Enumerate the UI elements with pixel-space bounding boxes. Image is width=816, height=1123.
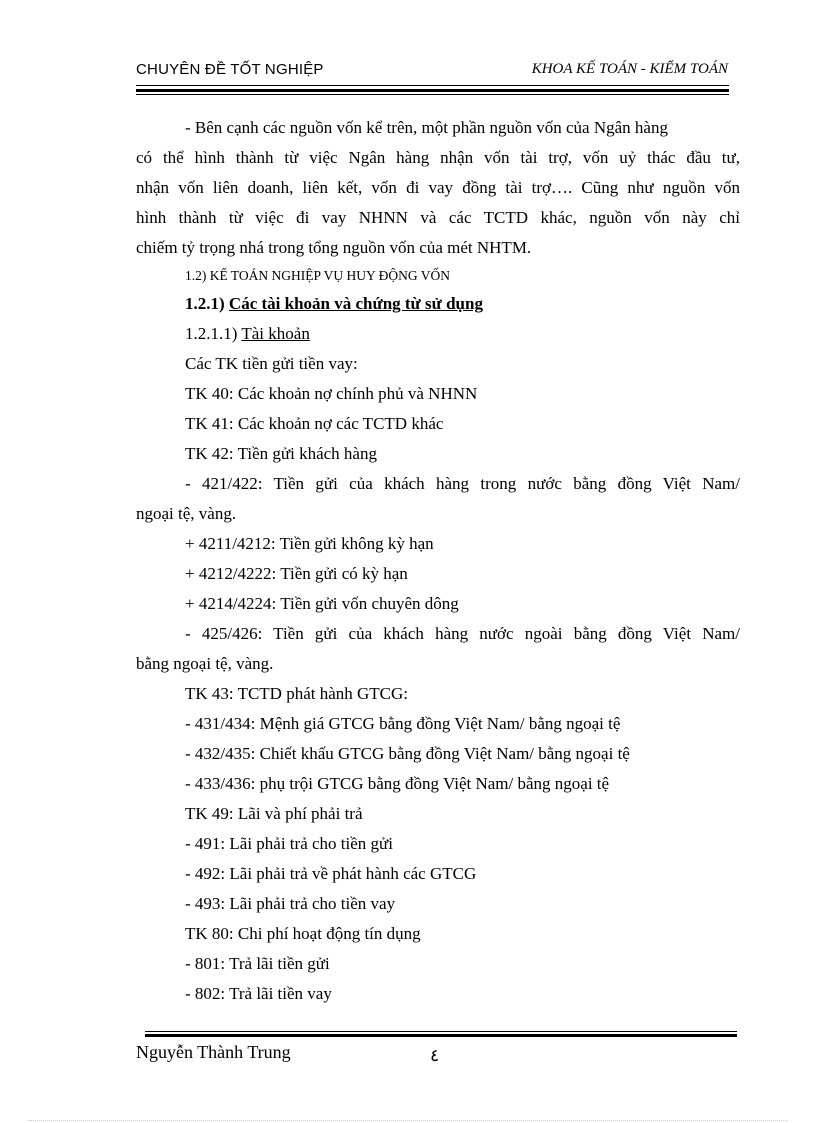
paragraph-line: nhận vốn liên doanh, liên kết, vốn đi vay đồng tài trợ…. Cũng như nguồn vốn: [136, 178, 740, 197]
header-rule-thick: [136, 89, 729, 92]
header-rule-thin-lower: [136, 94, 729, 95]
list-item: - 425/426: Tiền gửi của khách hàng nước ngoài bằng đồng Việt Nam/: [185, 624, 740, 643]
list-item: - 431/434: Mệnh giá GTCG bằng đồng Việt Nam/ bằng ngoại tệ: [185, 714, 621, 733]
list-item: Các TK tiền gửi tiền vay:: [185, 354, 358, 373]
list-item: - 493: Lãi phải trả cho tiền vay: [185, 894, 396, 913]
list-item: ngoại tệ, vàng.: [136, 504, 237, 523]
footer-rule-thin: [145, 1031, 737, 1032]
list-item: - 801: Trả lãi tiền gửi: [185, 954, 330, 973]
paragraph-line: - Bên cạnh các nguồn vốn kể trên, một phần nguồn vốn của Ngân hàng: [185, 118, 668, 137]
list-item: - 492: Lãi phải trả về phát hành các GTCG: [185, 864, 477, 883]
subsubsection-number: 1.2.1.1): [185, 324, 238, 343]
header-left-title: CHUYÊN ĐỀ TỐT NGHIỆP: [136, 61, 324, 78]
list-item: - 421/422: Tiền gửi của khách hàng trong nước bằng đồng Việt Nam/: [185, 474, 740, 493]
list-item: TK 40: Các khoản nợ chính phủ và NHNN: [185, 384, 478, 403]
header-right-title: KHOA KẾ TOÁN - KIỂM TOÁN: [531, 61, 728, 77]
list-item: TK 43: TCTD phát hành GTCG:: [185, 684, 409, 703]
list-item: - 802: Trả lãi tiền vay: [185, 984, 332, 1003]
subsubsection-title: Tài khoản: [241, 324, 310, 343]
header-rule-thin: [136, 85, 729, 86]
list-item: TK 41: Các khoản nợ các TCTD khác: [185, 414, 444, 433]
list-item: - 432/435: Chiết khấu GTCG bằng đồng Việt Nam/ bằng ngoại tệ: [185, 744, 630, 763]
list-item: - 433/436: phụ trội GTCG bằng đồng Việt Nam/ bằng ngoại tệ: [185, 774, 610, 793]
page-edge-dotted: [28, 1120, 788, 1121]
page-number: ٤: [430, 1046, 440, 1065]
footer-rule-thick: [145, 1034, 737, 1037]
subsection-number: 1.2.1): [185, 294, 225, 313]
paragraph-line: có thể hình thành từ việc Ngân hàng nhận vốn tài trợ, vốn uỷ thác đầu tư,: [136, 148, 740, 167]
list-item: + 4212/4222: Tiền gửi có kỳ hạn: [185, 564, 408, 583]
list-item: TK 80: Chi phí hoạt động tín dụng: [185, 924, 421, 943]
paragraph-line: chiếm tỷ trọng nhá trong tổng nguồn vốn của mét NHTM.: [136, 238, 532, 257]
list-item: TK 42: Tiền gửi khách hàng: [185, 444, 377, 463]
list-item: TK 49: Lãi và phí phải trả: [185, 804, 363, 823]
subsubsection-heading: [185, 319, 740, 349]
list-item: bằng ngoại tệ, vàng.: [136, 654, 274, 673]
section-heading: 1.2) KẾ TOÁN NGHIỆP VỤ HUY ĐỘNG VỐN: [185, 268, 450, 283]
subsection-title: Các tài khoản và chứng từ sử dụng: [228, 294, 483, 313]
list-item: + 4214/4224: Tiền gửi vốn chuyên dông: [185, 594, 459, 613]
subsection-heading: [185, 289, 740, 319]
paragraph-line: hình thành từ việc đi vay NHNN và các TCTD khác, nguồn vốn này chỉ: [136, 208, 740, 227]
footer-author: Nguyễn Thành Trung: [136, 1042, 291, 1062]
list-item: - 491: Lãi phải trả cho tiền gửi: [185, 834, 393, 853]
list-item: + 4211/4212: Tiền gửi không kỳ hạn: [185, 534, 434, 553]
